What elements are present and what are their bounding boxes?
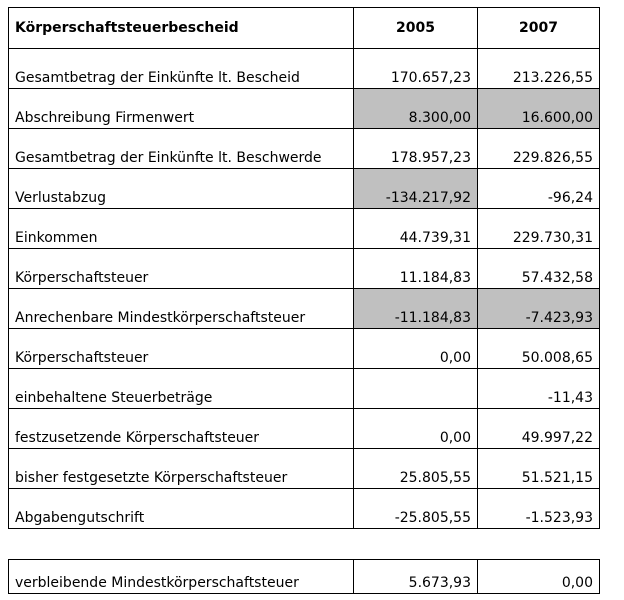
footer-value-2005: 5.673,93 — [354, 560, 478, 594]
row-label: Einkommen — [9, 209, 354, 249]
row-label: Körperschaftsteuer — [9, 249, 354, 289]
tax-assessment-table — [8, 7, 600, 529]
value-2007: 229.730,31 — [478, 209, 600, 249]
table-title: Körperschaftsteuerbescheid — [9, 8, 354, 49]
row-label: Abschreibung Firmenwert — [9, 89, 354, 129]
table-row — [9, 89, 600, 129]
table-row — [9, 409, 600, 449]
row-label: einbehaltene Steuerbeträge — [9, 369, 354, 409]
column-header-2005: 2005 — [354, 8, 478, 49]
row-label: Abgabengutschrift — [9, 489, 354, 529]
table-row — [9, 49, 600, 89]
row-label: Anrechenbare Mindestkörperschaftsteuer — [9, 289, 354, 329]
table-row — [9, 169, 600, 209]
value-2005: 44.739,31 — [354, 209, 478, 249]
value-2005: 11.184,83 — [354, 249, 478, 289]
table-row — [9, 209, 600, 249]
row-label: bisher festgesetzte Körperschaftsteuer — [9, 449, 354, 489]
remaining-minimum-tax-table — [8, 559, 600, 594]
value-2005: 170.657,23 — [354, 49, 478, 89]
row-label: Gesamtbetrag der Einkünfte lt. Beschwerde — [9, 129, 354, 169]
row-label: Körperschaftsteuer — [9, 329, 354, 369]
value-2007: -11,43 — [478, 369, 600, 409]
value-2005: -134.217,92 — [354, 169, 478, 209]
value-2007: -7.423,93 — [478, 289, 600, 329]
table-row — [9, 329, 600, 369]
value-2007: 16.600,00 — [478, 89, 600, 129]
value-2005: -11.184,83 — [354, 289, 478, 329]
value-2005: 25.805,55 — [354, 449, 478, 489]
table-header-row — [9, 8, 600, 49]
value-2007: 57.432,58 — [478, 249, 600, 289]
row-label: festzusetzende Körperschaftsteuer — [9, 409, 354, 449]
row-label: Verlustabzug — [9, 169, 354, 209]
value-2005: -25.805,55 — [354, 489, 478, 529]
table-row — [9, 449, 600, 489]
value-2007: -96,24 — [478, 169, 600, 209]
value-2005: 0,00 — [354, 329, 478, 369]
row-label: Gesamtbetrag der Einkünfte lt. Bescheid — [9, 49, 354, 89]
value-2007: -1.523,93 — [478, 489, 600, 529]
value-2005: 178.957,23 — [354, 129, 478, 169]
column-header-2007: 2007 — [478, 8, 600, 49]
table-row — [9, 289, 600, 329]
table-row — [9, 129, 600, 169]
value-2005 — [354, 369, 478, 409]
table-row — [9, 369, 600, 409]
footer-row — [9, 560, 600, 594]
value-2007: 51.521,15 — [478, 449, 600, 489]
value-2005: 0,00 — [354, 409, 478, 449]
table-row — [9, 489, 600, 529]
value-2007: 50.008,65 — [478, 329, 600, 369]
value-2005: 8.300,00 — [354, 89, 478, 129]
footer-label: verbleibende Mindestkörperschaftsteuer — [9, 560, 354, 594]
value-2007: 229.826,55 — [478, 129, 600, 169]
footer-value-2007: 0,00 — [478, 560, 600, 594]
value-2007: 213.226,55 — [478, 49, 600, 89]
value-2007: 49.997,22 — [478, 409, 600, 449]
table-row — [9, 249, 600, 289]
